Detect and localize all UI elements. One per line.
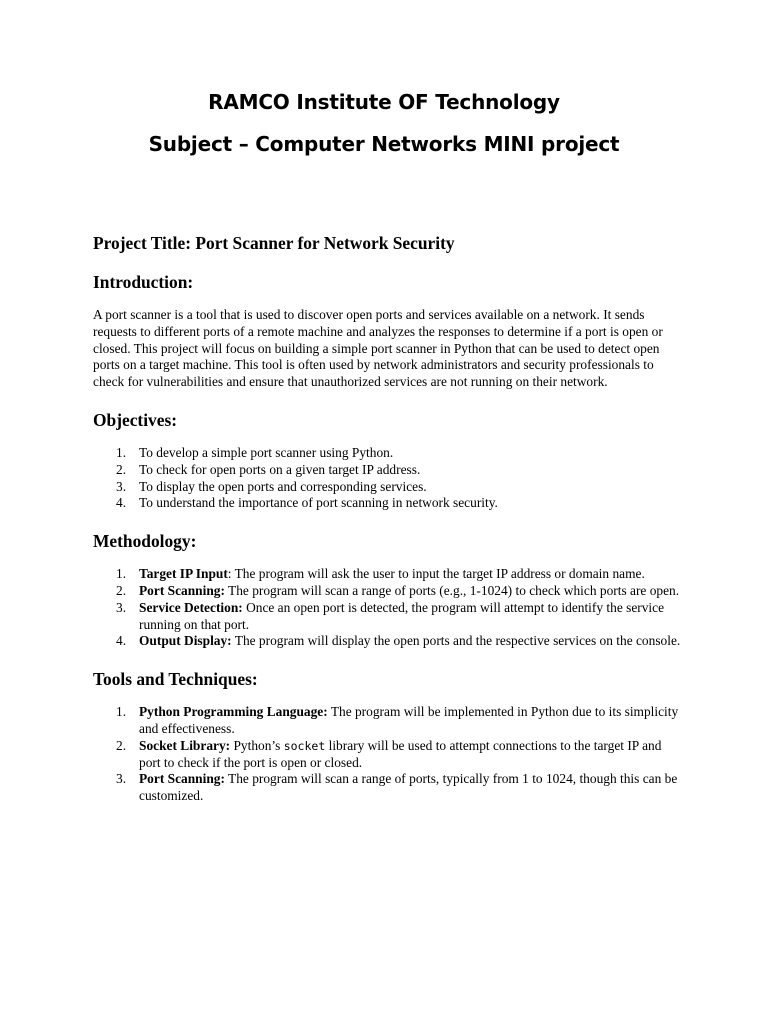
list-item-label: Port Scanning:	[139, 771, 225, 787]
list-item	[93, 462, 681, 479]
list-item	[93, 566, 681, 583]
objectives-heading: Objectives:	[93, 409, 178, 430]
tools-list	[93, 704, 681, 805]
list-item	[93, 771, 681, 805]
list-item-label: Port Scanning:	[139, 582, 225, 598]
list-item-text: : The program will ask the user to input the target IP address or domain name.	[227, 566, 645, 582]
methodology-list	[93, 566, 681, 650]
list-number: 1.	[116, 566, 127, 582]
list-item-label: Python Programming Language:	[139, 704, 328, 720]
list-item-label: Service Detection:	[139, 599, 243, 615]
list-number: 3.	[116, 478, 127, 494]
list-item-text: To check for open ports on a given target IP address.	[139, 461, 421, 477]
list-item	[93, 738, 681, 772]
subject-title: Subject – Computer Networks MINI project	[148, 132, 620, 156]
tools-heading: Tools and Techniques:	[93, 669, 258, 690]
list-item	[93, 495, 681, 512]
list-item-label: Socket Library:	[139, 737, 231, 753]
list-number: 1.	[116, 704, 127, 720]
inline-code: socket	[283, 738, 326, 753]
list-number: 2.	[116, 461, 127, 477]
list-number: 3.	[116, 599, 127, 615]
list-item-text: The program will be implemented in Python due to its simplicity and effectiveness.	[139, 704, 679, 736]
list-item-text: To display the open ports and corresponding services.	[139, 478, 427, 494]
introduction-heading: Introduction:	[93, 272, 194, 292]
list-number: 3.	[116, 771, 127, 787]
list-item	[93, 600, 681, 634]
list-number: 4.	[116, 633, 127, 649]
list-item	[93, 479, 681, 496]
list-item-text: To develop a simple port scanner using Python.	[139, 444, 394, 460]
list-item-text: Once an open port is detected, the program will attempt to identify the service running on that port.	[139, 599, 665, 632]
introduction-paragraph: A port scanner is a tool that is used to discover open ports and services available on a network. It sends requests to different ports of a remote machine and analyzes the responses to determine if a port is open or closed. This project will focus on building a simple port scanner in Python that can be used to detect open ports on a target machine. This tool is often used by network administrators and security professionals to check for vulnerabilities and ensure that unauthorized services are not running on their network.	[93, 307, 663, 390]
project-title: Project Title: Port Scanner for Network Security	[93, 233, 455, 253]
list-item	[93, 704, 681, 738]
list-number: 1.	[116, 444, 127, 460]
list-item-label: Target IP Input	[139, 566, 228, 582]
methodology-heading: Methodology:	[93, 531, 197, 552]
list-item	[93, 583, 681, 600]
list-item-text: The program will display the open ports and the respective services on the console.	[231, 633, 681, 649]
list-item-label: Output Display:	[139, 633, 232, 649]
institution-title: RAMCO Institute OF Technology	[208, 90, 560, 114]
list-item-text: The program will scan a range of ports, typically from 1 to 1024, though this can be customized.	[139, 771, 678, 804]
document-body	[93, 232, 681, 805]
list-item-text-prefix: Python’s	[230, 737, 284, 753]
list-number: 4.	[116, 495, 127, 511]
list-item-text: To understand the importance of port scanning in network security.	[139, 495, 498, 511]
objectives-list	[93, 445, 681, 512]
list-item	[93, 633, 681, 650]
list-number: 2.	[116, 737, 127, 753]
list-item	[93, 445, 681, 462]
list-item-text: library will be used to attempt connections to the target IP and port to check if the port is open or closed.	[139, 737, 662, 770]
list-item-text: The program will scan a range of ports (e.g., 1-1024) to check which ports are open.	[224, 582, 680, 598]
list-number: 2.	[116, 582, 127, 598]
